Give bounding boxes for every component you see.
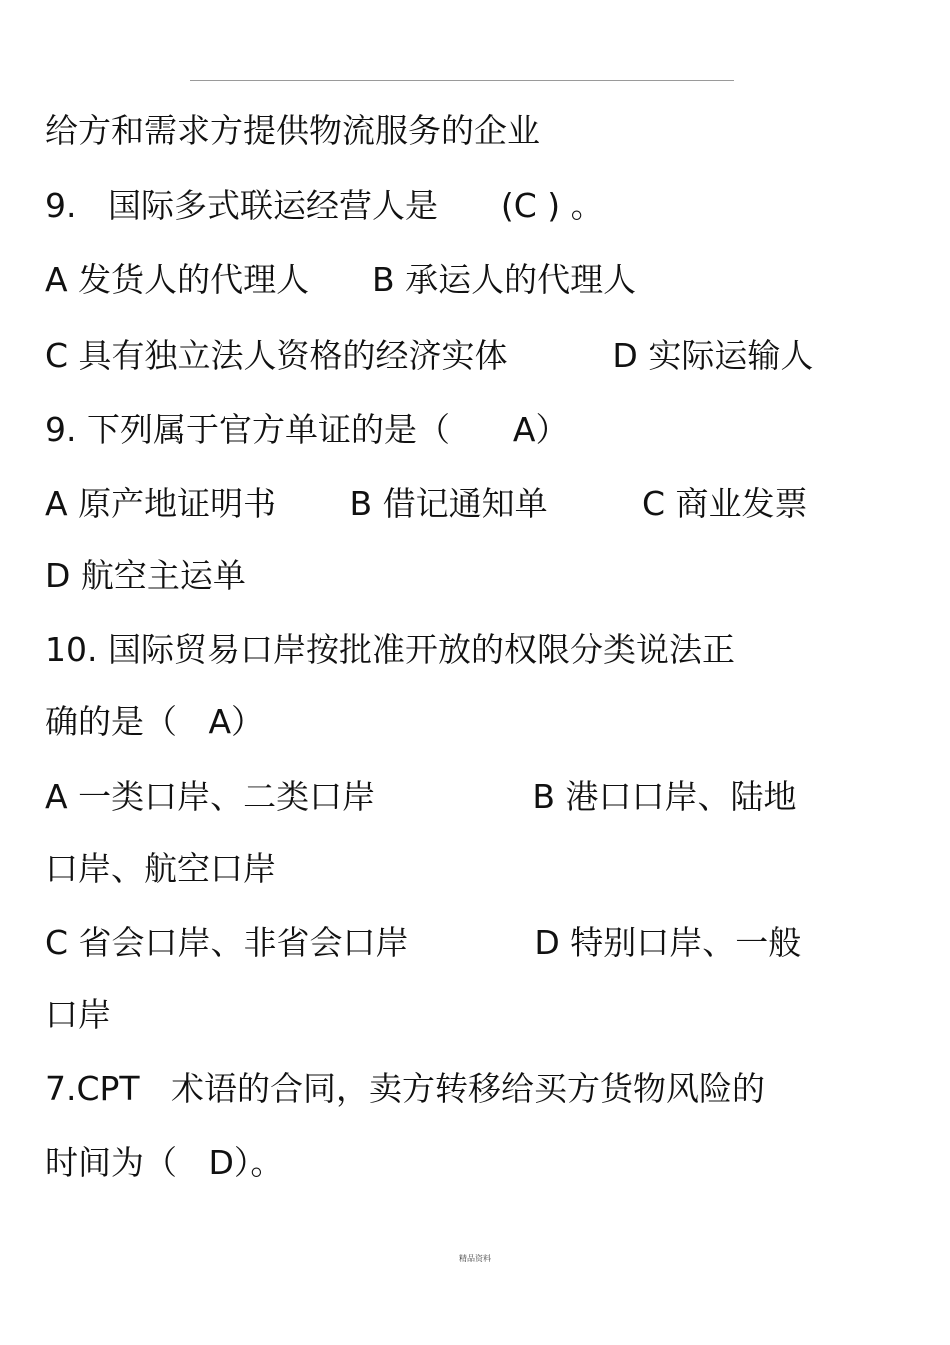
question-10-options-ab: A 一类口岸、二类口岸 B 港口口岸、陆地 (45, 777, 797, 816)
question-9b: 9. 下列属于官方单证的是（ A） (45, 410, 569, 449)
question-10: 10. 国际贸易口岸按批准开放的权限分类说法正 (45, 630, 735, 669)
question-10-option-d-cont: 口岸 (45, 995, 111, 1034)
question-7-cont: 时间为（ D）。 (45, 1143, 284, 1182)
question-10-cont: 确的是（ A） (45, 702, 265, 741)
question-9a-options-cd: C 具有独立法人资格的经济实体 D 实际运输人 (45, 336, 814, 375)
page-footer: 精品资料 (459, 1254, 491, 1263)
question-9b-option-d: D 航空主运单 (45, 556, 246, 595)
text-line-1: 给方和需求方提供物流服务的企业 (45, 111, 540, 150)
question-9b-options-abc: A 原产地证明书 B 借记通知单 C 商业发票 (45, 484, 808, 523)
question-9a: 9. 国际多式联运经营人是 (C ) 。 (45, 186, 604, 225)
header-rule (190, 80, 734, 81)
question-10-option-b-cont: 口岸、航空口岸 (45, 849, 276, 888)
question-7: 7.CPT 术语的合同，卖方转移给买方货物风险的 (45, 1069, 766, 1108)
question-10-options-cd: C 省会口岸、非省会口岸 D 特别口岸、一般 (45, 923, 802, 962)
question-9a-options-ab: A 发货人的代理人 B 承运人的代理人 (45, 260, 637, 299)
